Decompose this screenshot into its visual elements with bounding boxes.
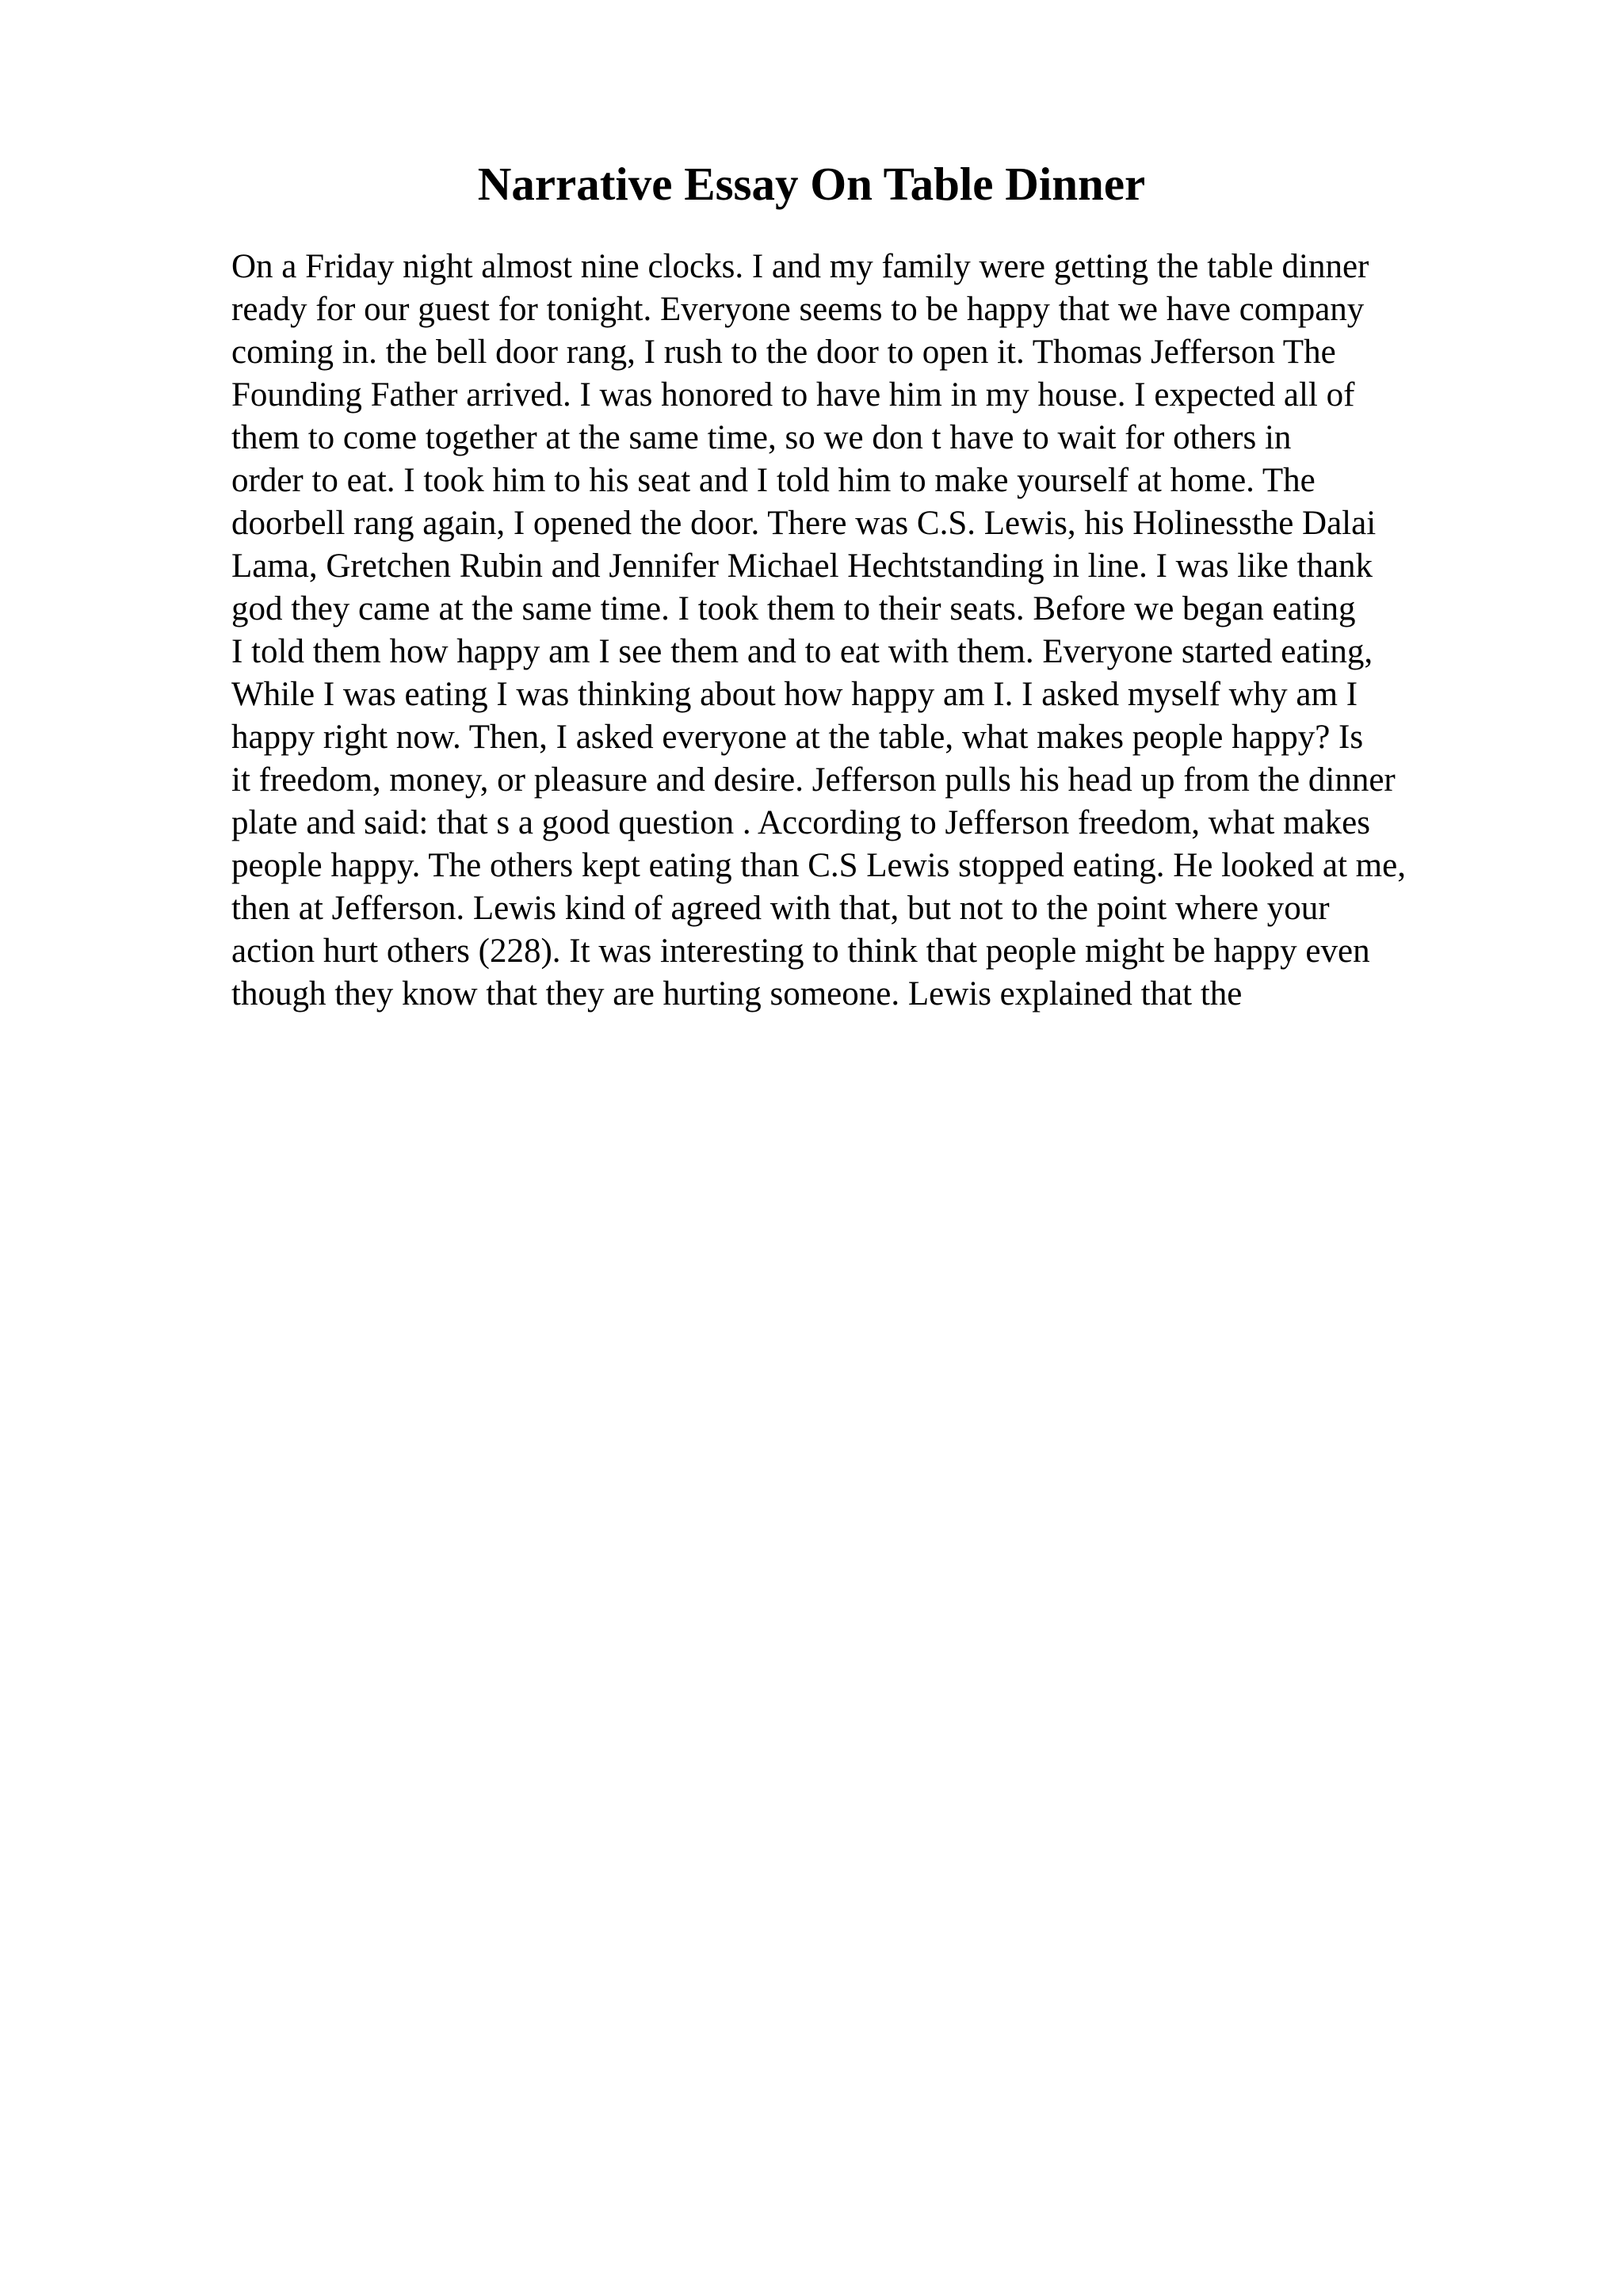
text-line: ready for our guest for tonight. Everyone seems to be happy that we have company	[231, 291, 1365, 328]
text-line: Lama, Gretchen Rubin and Jennifer Michael Hechtstanding in line. I was like thank	[231, 547, 1373, 585]
text-line: coming in. the bell door rang, I rush to the door to open it. Thomas Jefferson The	[231, 334, 1336, 371]
text-line: doorbell rang again, I opened the door. There was C.S. Lewis, his Holinessthe Dalai	[231, 505, 1377, 542]
page-title: Narrative Essay On Table Dinner	[477, 158, 1146, 210]
text-line: action hurt others (228). It was interesting to think that people might be happy even	[231, 933, 1370, 970]
text-line: While I was eating I was thinking about how happy am I. I asked myself why am I	[231, 676, 1358, 713]
essay-body	[231, 246, 1594, 1016]
text-line: then at Jefferson. Lewis kind of agreed with that, but not to the point where your	[231, 890, 1330, 927]
text-line: I told them how happy am I see them and to eat with them. Everyone started eating,	[231, 633, 1373, 670]
text-line: it freedom, money, or pleasure and desire. Jefferson pulls his head up from the dinner	[231, 761, 1396, 799]
text-line: though they know that they are hurting someone. Lewis explained that the	[231, 975, 1243, 1013]
text-line: happy right now. Then, I asked everyone at the table, what makes people happy? Is	[231, 719, 1364, 756]
text-line: On a Friday night almost nine clocks. I and my family were getting the table dinner	[231, 248, 1369, 285]
text-line: god they came at the same time. I took them to their seats. Before we began eating	[231, 590, 1356, 627]
text-line: people happy. The others kept eating than C.S Lewis stopped eating. He looked at me,	[231, 847, 1406, 884]
text-line: plate and said: that s a good question . According to Jefferson freedom, what makes	[231, 804, 1370, 841]
text-line: them to come together at the same time, so we don t have to wait for others in	[231, 419, 1292, 456]
text-line: Founding Father arrived. I was honored to have him in my house. I expected all of	[231, 376, 1355, 414]
text-line: order to eat. I took him to his seat and I told him to make yourself at home. The	[231, 462, 1316, 499]
